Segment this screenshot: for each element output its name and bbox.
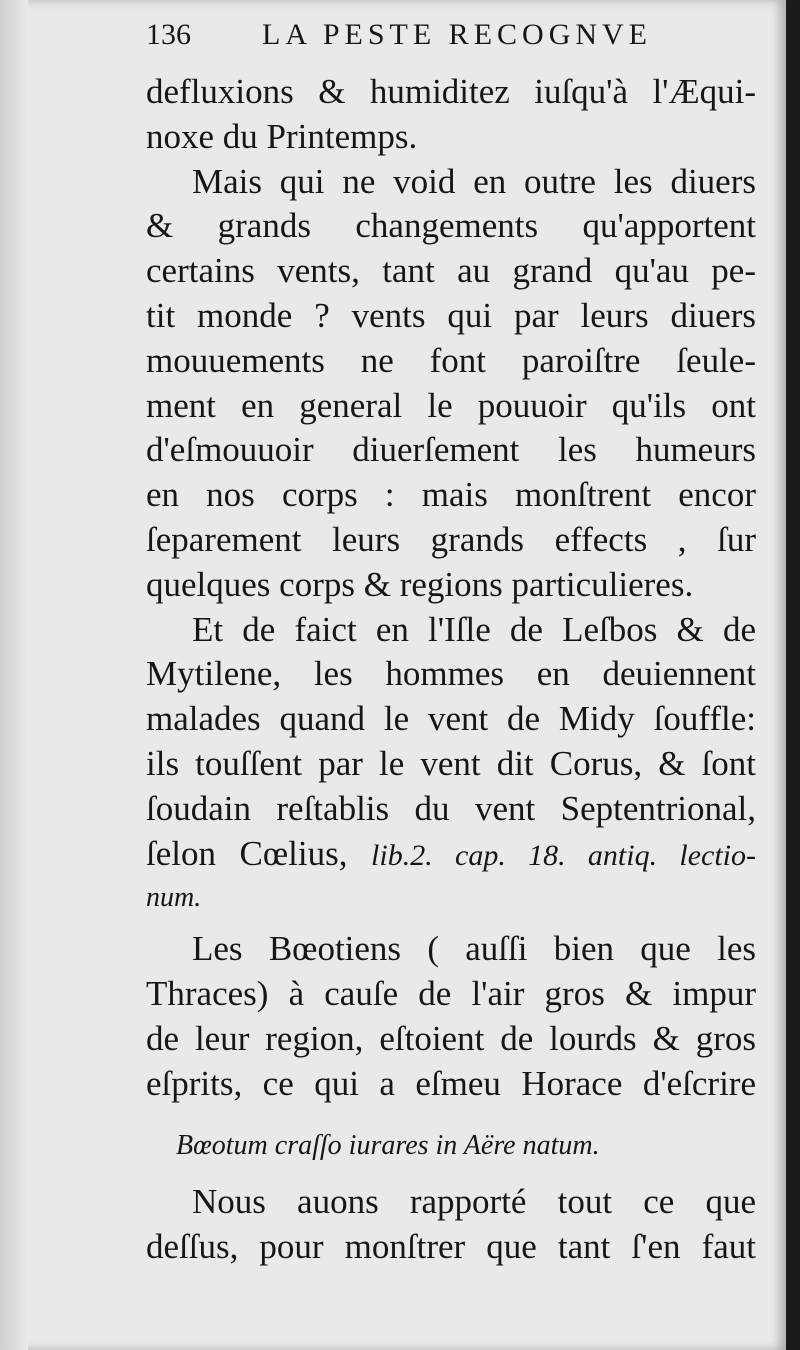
citation-reference: lib.2. cap. 18. antiq. lectio- — [371, 838, 756, 872]
paragraph-lesbos — [146, 608, 756, 922]
text-line: Mytilene, les hommes en deuiennent — [146, 654, 756, 694]
page-text-block — [146, 18, 756, 1270]
text-line: defluxions & humiditez iuſqu'à l'Æqui- — [146, 72, 756, 111]
horace-quote: Bœotum craſſo iurares in Aëre natum. — [176, 1130, 600, 1162]
text-line: eſprits, ce qui a eſmeu Horace d'eſcrire — [146, 1063, 756, 1103]
text-line: Nous auons rapporté tout ce que — [192, 1182, 756, 1222]
running-title: LA PESTE RECOGNVE — [262, 18, 653, 51]
text-line: ment en general le pouuoir qu'ils ont — [146, 385, 756, 425]
paragraph-winds — [146, 160, 756, 608]
citation-end: num. — [146, 882, 202, 914]
page-binding-shadow — [0, 0, 28, 1350]
page-header — [146, 18, 756, 70]
text-line: de leur region, eſtoient de lourds & gros — [146, 1018, 756, 1058]
text-line: certains vents, tant au grand qu'au pe- — [146, 251, 756, 291]
text-line: Mais qui ne void en outre les diuers — [192, 161, 756, 201]
text-line: ſeparement leurs grands effects , ſur — [146, 519, 756, 559]
paragraph-boeotians — [146, 927, 756, 1106]
text-line: noxe du Printemps. — [146, 116, 418, 156]
text-line: ils touſſent par le vent dit Corus, & ſont — [146, 743, 756, 783]
citation-line — [146, 832, 756, 877]
paragraph-conclusion — [146, 1180, 756, 1270]
citation-author: ſelon Cœlius, — [146, 833, 348, 873]
text-line: d'eſmouuoir diuerſement les humeurs — [146, 430, 756, 470]
text-line: ſoudain reſtablis du vent Septentrional, — [146, 788, 756, 828]
text-line: en nos corps : mais monſtrent encor — [146, 475, 756, 515]
text-line: Thraces) à cauſe de l'air gros & impur — [146, 973, 756, 1013]
text-line: Et de faict en l'Iſle de Leſbos & de — [192, 609, 756, 649]
text-line: tit monde ? vents qui par leurs diuers — [146, 295, 756, 335]
paragraph-continuation — [146, 70, 756, 160]
text-line: malades quand le vent de Midy ſouffle: — [146, 699, 756, 739]
text-line: mouuements ne font paroiſtre ſeule- — [146, 340, 756, 380]
text-line: deſſus, pour monſtrer que tant ſ'en faut — [146, 1227, 756, 1267]
page-number: 136 — [146, 18, 191, 51]
text-line: & grands changements qu'apportent — [146, 206, 756, 246]
text-line: quelques corps & regions particulieres. — [146, 564, 694, 604]
text-line: Les Bœotiens ( auſſi bien que les — [192, 929, 756, 969]
